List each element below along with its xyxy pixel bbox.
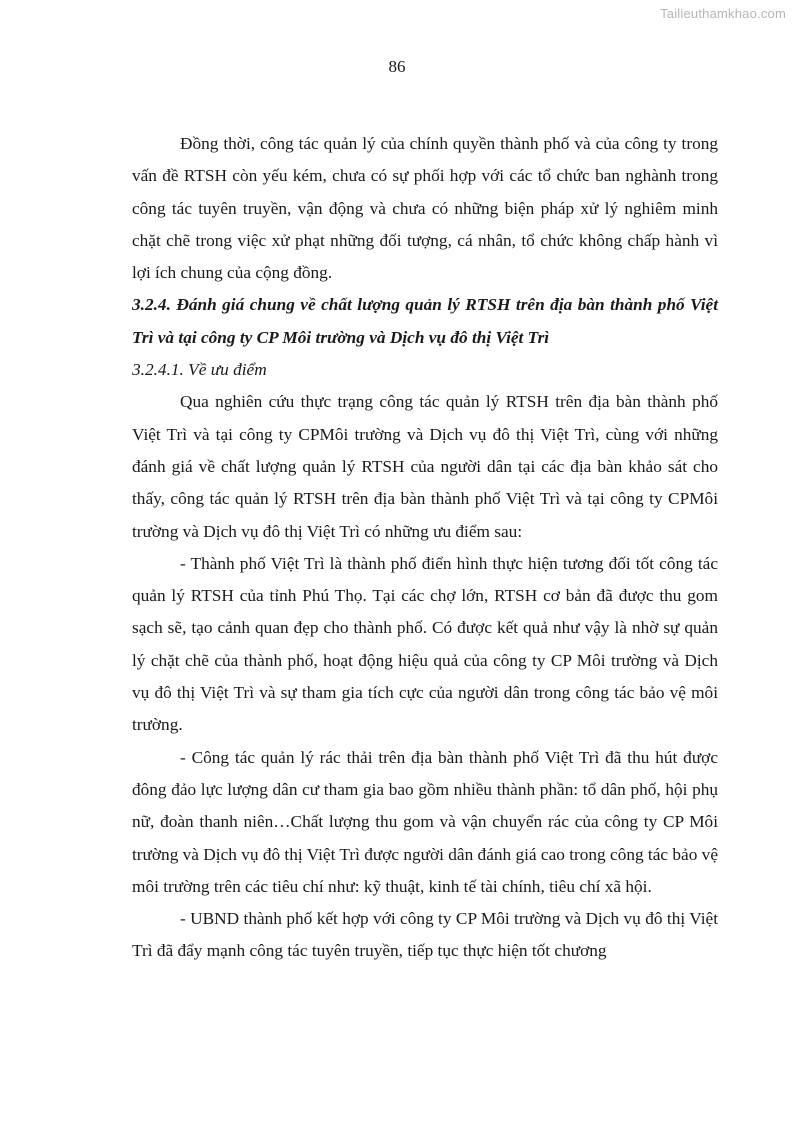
paragraph-research-summary: Qua nghiên cứu thực trạng công tác quản lý RTSH trên địa bàn thành phố Việt Trì và tại công ty CPMôi trường và Dịch vụ đô thị Việt Trì, cùng với những đánh giá về chất lượng quản lý RTSH của người dân tại các địa bàn khảo sát cho thấy, công tác quản lý RTSH trên địa bàn thành phố Việt Trì và tại công ty CPMôi trường và Dịch vụ đô thị Việt Trì có những ưu điểm sau: — [132, 392, 718, 541]
paragraph-advantage-2: - Công tác quản lý rác thải trên địa bàn thành phố Việt Trì đã thu hút được đông đảo lực lượng dân cư tham gia bao gồm nhiều thành phần: tổ dân phố, hội phụ nữ, đoàn thanh niên…Chất lượng thu gom và vận chuyển rác của công ty CP Môi trường và Dịch vụ đô thị Việt Trì được người dân đánh giá cao trong công tác bảo vệ môi trường trên các tiêu chí như: kỹ thuật, kinh tế tài chính, tiêu chí xã hội. — [132, 747, 718, 896]
watermark: Tailieuthamkhao.com — [660, 6, 786, 21]
paragraph-advantage-3: - UBND thành phố kết hợp với công ty CP Môi trường và Dịch vụ đô thị Việt Trì đã đẩy mạnh công tác tuyên truyền, tiếp tục thực hiện tốt chương — [132, 909, 718, 961]
subsection-heading: 3.2.4.1. Về ưu điểm — [132, 360, 267, 380]
paragraph-management-weakness: Đồng thời, công tác quản lý của chính quyền thành phố và của công ty trong vấn đề RTSH còn yếu kém, chưa có sự phối hợp với các tổ chức ban nghành trong công tác tuyên truyền, vận động và chưa có những biện pháp xử lý nghiêm minh chặt chẽ trong việc xử phạt những đối tượng, cá nhân, tổ chức không chấp hành vì lợi ích chung của cộng đồng. — [132, 134, 718, 283]
section-heading: 3.2.4. Đánh giá chung về chất lượng quản lý RTSH trên địa bàn thành phố Việt Trì và tại công ty CP Môi trường và Dịch vụ đô thị Việt Trì — [132, 295, 718, 347]
page-number: 86 — [388, 57, 406, 76]
paragraph-advantage-1: - Thành phố Việt Trì là thành phố điển hình thực hiện tương đối tốt công tác quản lý RTSH của tỉnh Phú Thọ. Tại các chợ lớn, RTSH cơ bản đã được thu gom sạch sẽ, tạo cảnh quan đẹp cho thành phố. Có được kết quả như vậy là nhờ sự quản lý chặt chẽ của thành phố, hoạt động hiệu quả của công ty CP Môi trường và Dịch vụ đô thị Việt Trì và sự tham gia tích cực của người dân trong công tác bảo vệ môi trường. — [132, 553, 718, 735]
page-body — [132, 128, 718, 968]
